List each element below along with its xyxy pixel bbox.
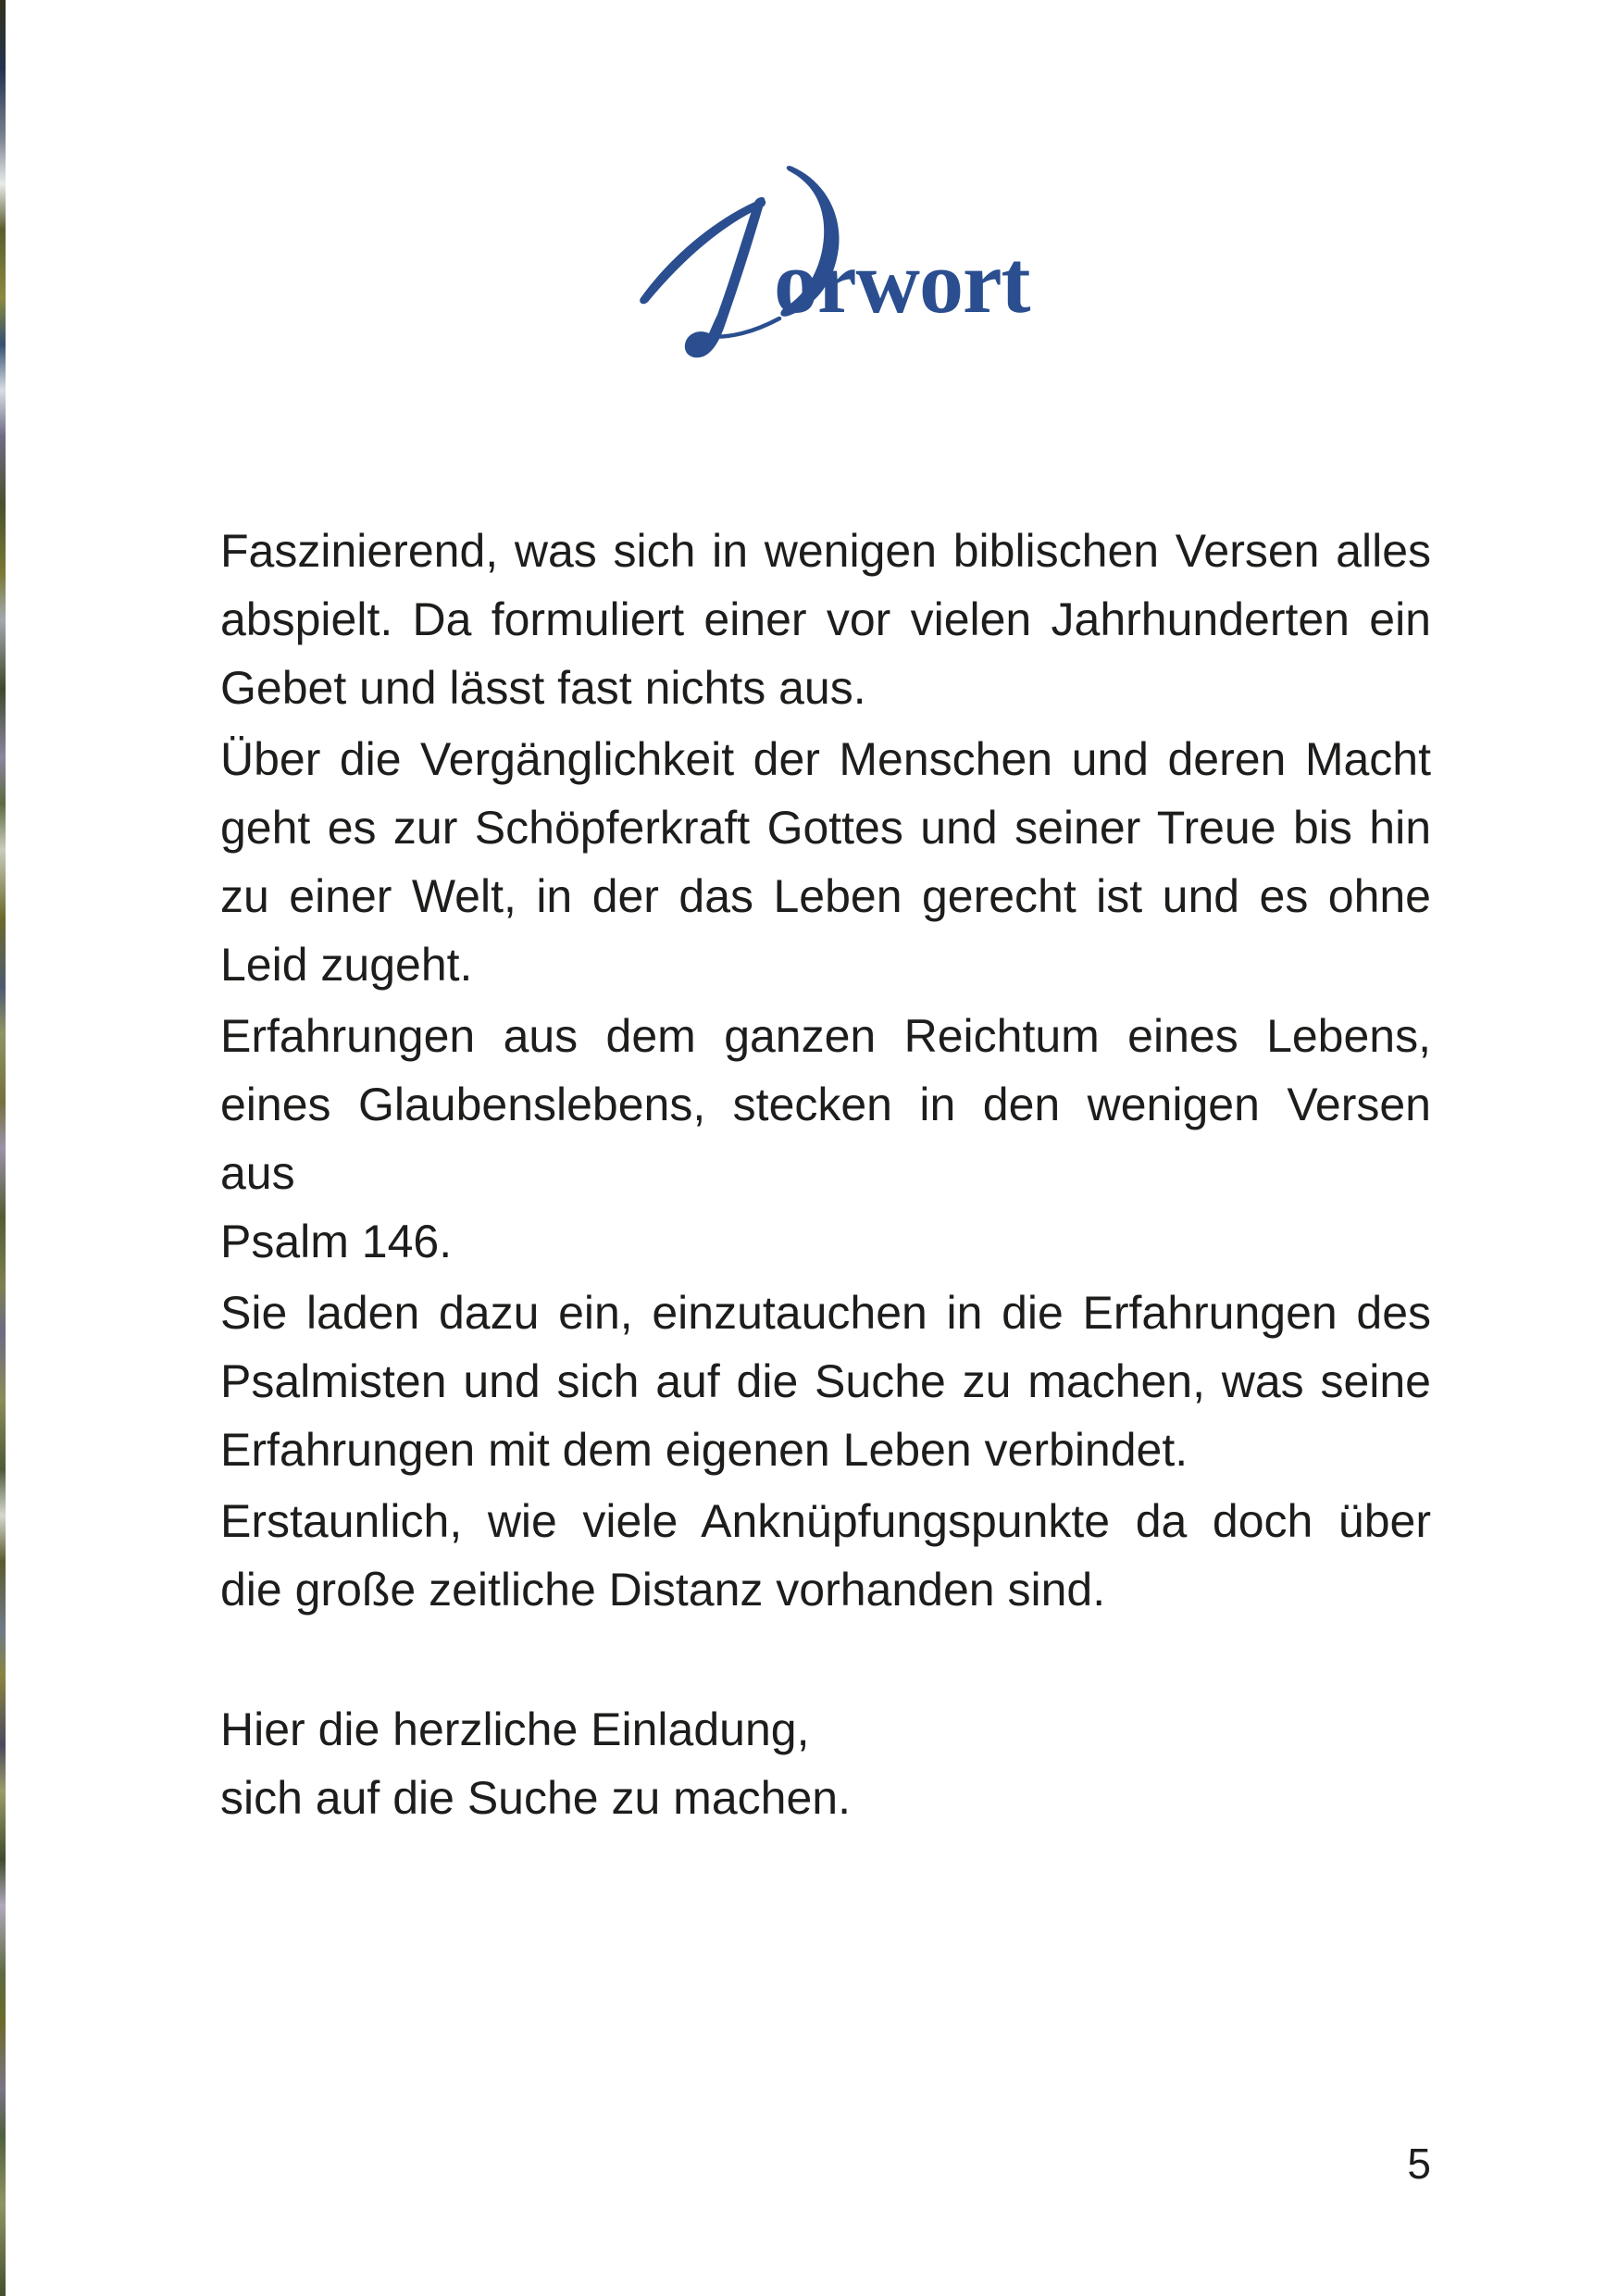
paragraph (220, 517, 1431, 722)
paragraph (220, 1487, 1431, 1624)
body-line: Erstaunlich, wie viele Anknüpfungspunkte da doch über (220, 1495, 1431, 1547)
paragraph (220, 1279, 1431, 1484)
body-text (220, 517, 1431, 1835)
body-line: zu einer Welt, in der das Leben gerecht ist und es ohne (220, 870, 1431, 922)
body-line: Erfahrungen aus dem ganzen Reichtum eines Lebens, (220, 1010, 1431, 1062)
body-line: Erfahrungen mit dem eigenen Leben verbindet. (220, 1424, 1189, 1476)
paragraph (220, 1695, 1431, 1832)
body-line: Hier die herzliche Einladung, (220, 1703, 810, 1755)
paragraph-spacer (220, 1627, 1431, 1695)
body-line: Leid zugeht. (220, 939, 473, 991)
body-line: Sie laden dazu ein, einzutauchen in die Erfahrungen des (220, 1287, 1431, 1339)
body-line: sich auf die Suche zu machen. (220, 1772, 851, 1824)
body-line: Über die Vergänglichkeit der Menschen und deren Macht (220, 733, 1431, 785)
body-line: Psalm 146. (220, 1216, 453, 1267)
page-title (611, 148, 1185, 389)
body-line: Gebet und lässt fast nichts aus. (220, 662, 866, 714)
body-line: abspielt. Da formuliert einer vor vielen Jahrhunderten ein (220, 593, 1431, 645)
body-line: die große zeitliche Distanz vorhanden sind. (220, 1564, 1106, 1616)
body-line: Faszinierend, was sich in wenigen biblischen Versen alles (220, 525, 1431, 577)
paragraph (220, 725, 1431, 999)
body-line: geht es zur Schöpferkraft Gottes und seiner Treue bis hin (220, 802, 1431, 854)
page-number: 5 (1407, 2140, 1431, 2188)
paragraph (220, 1002, 1431, 1276)
page-title-text: orwort (774, 232, 1030, 331)
scan-edge-strip (0, 0, 6, 2296)
body-line: eines Glaubenslebens, stecken in den wenigen Versen aus (220, 1079, 1431, 1199)
body-line: Psalmisten und sich auf die Suche zu machen, was seine (220, 1355, 1431, 1407)
